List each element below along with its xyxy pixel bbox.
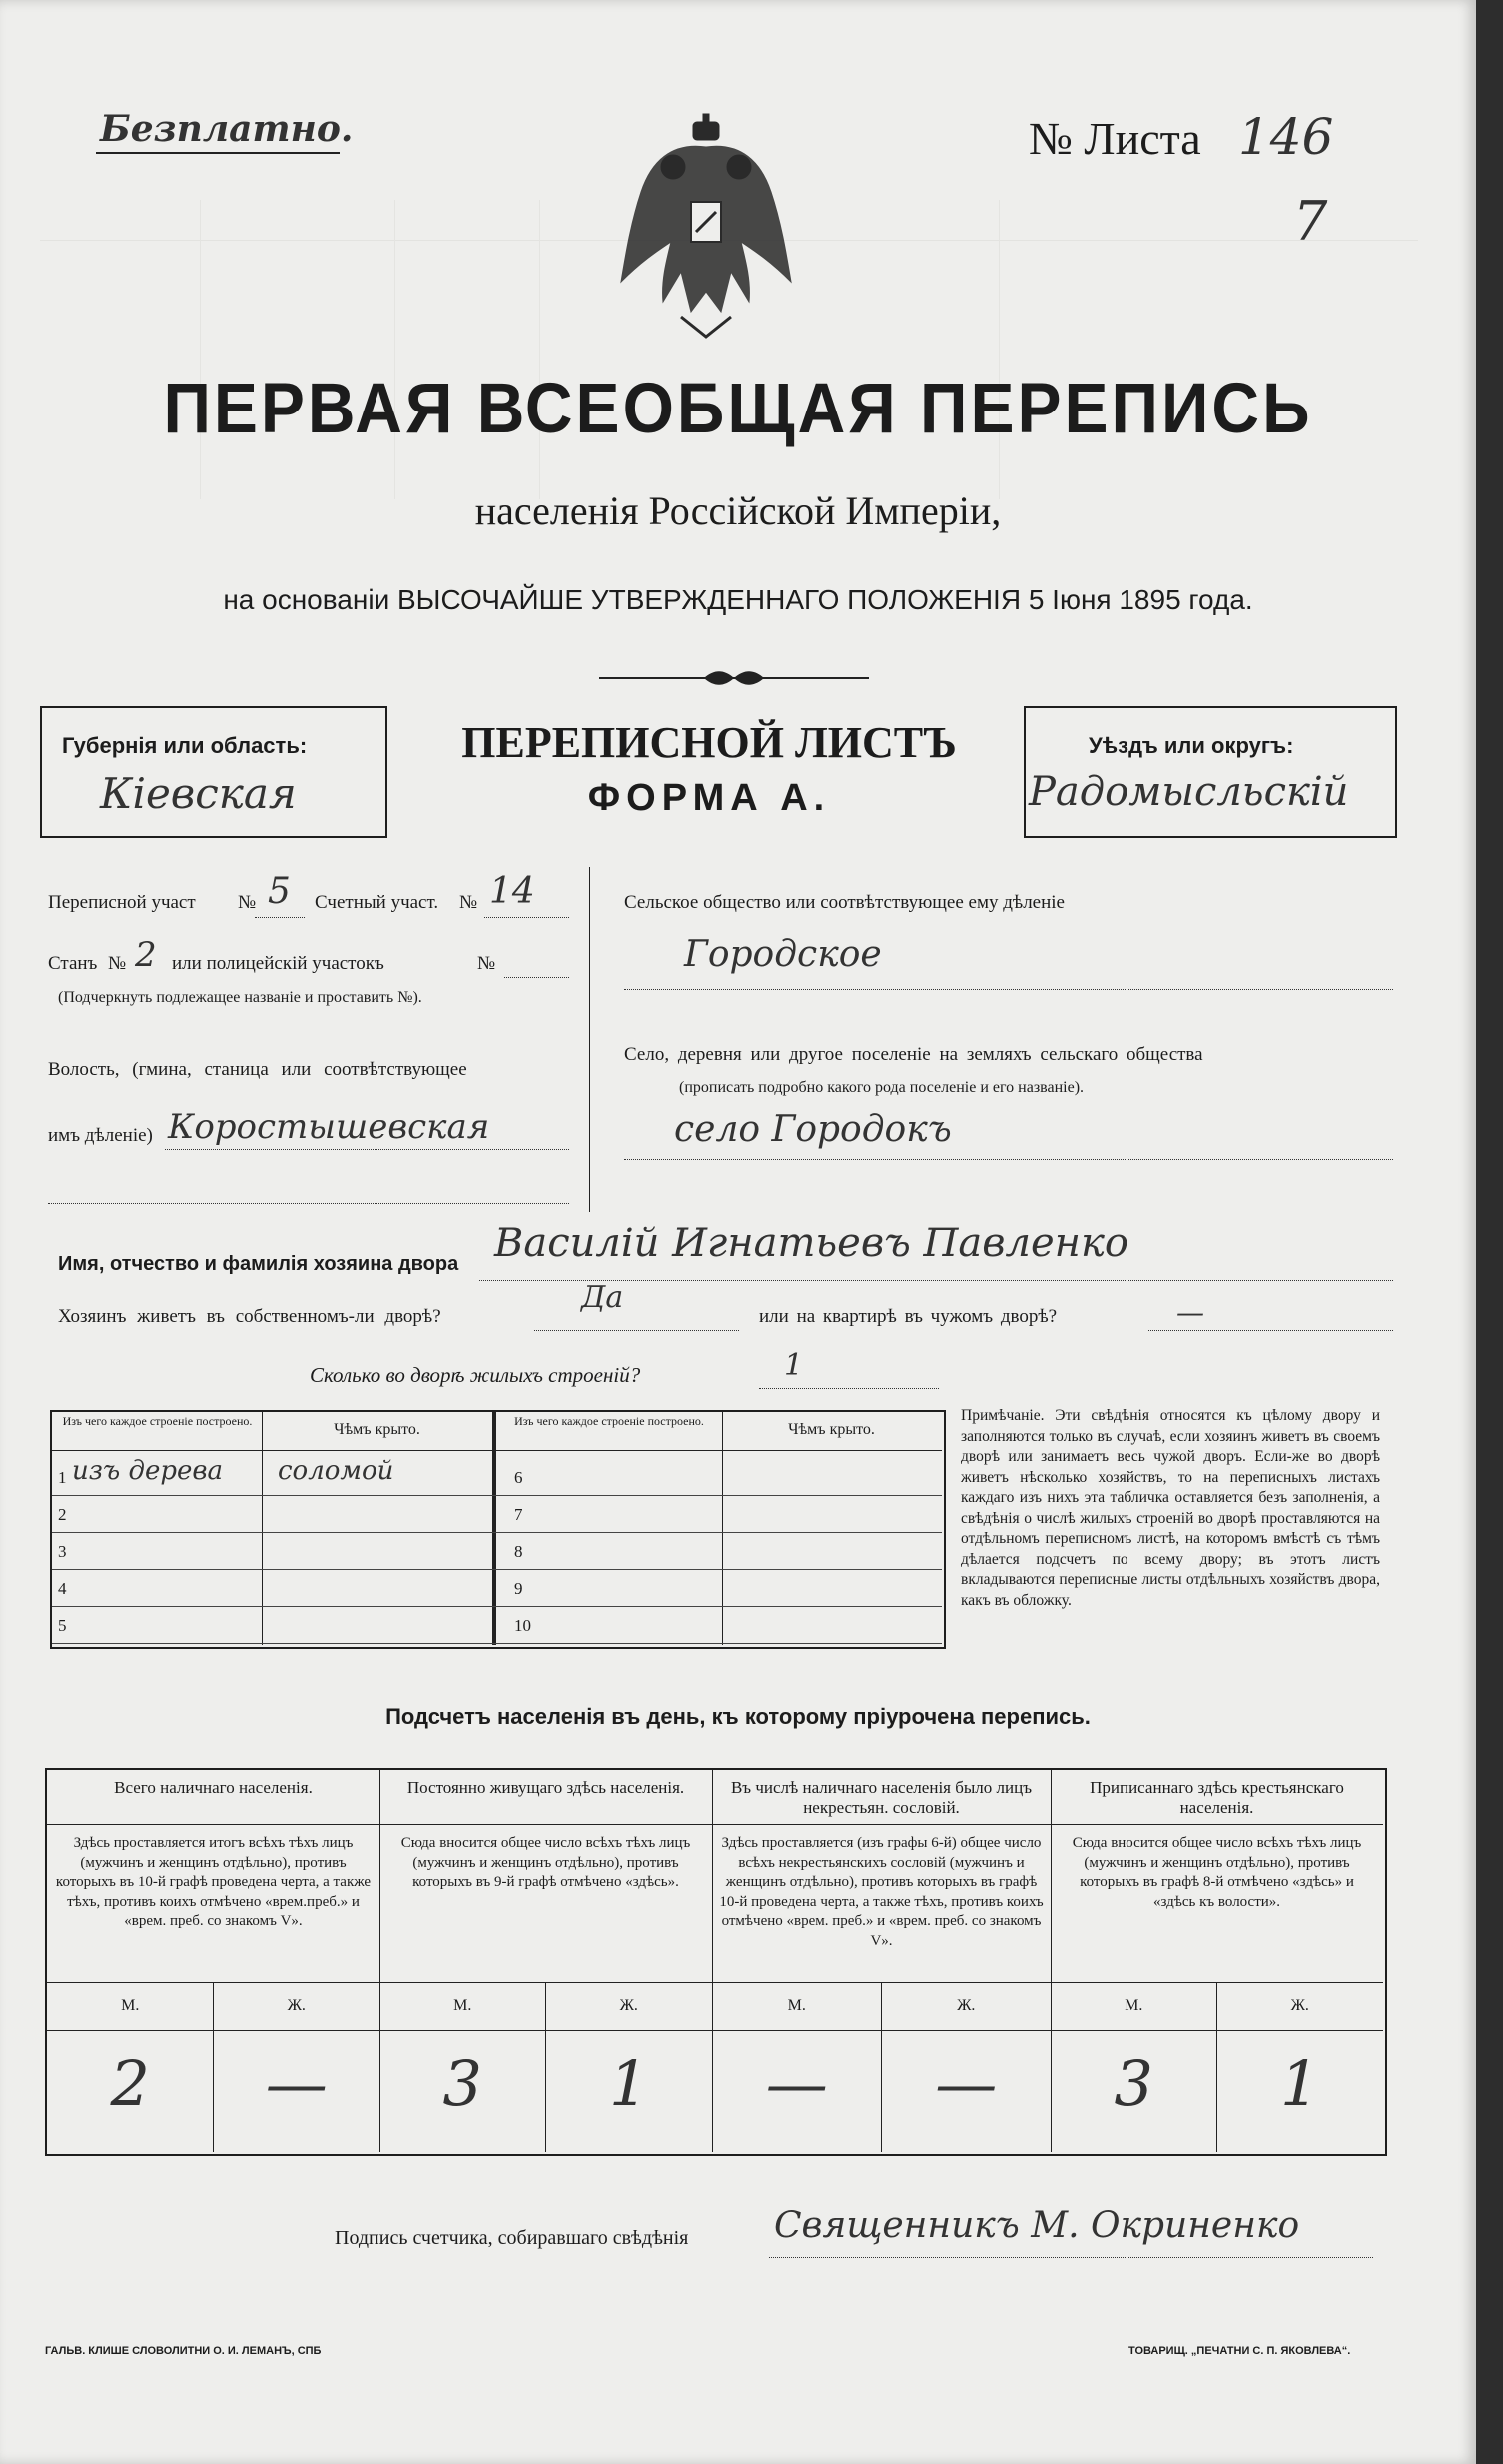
buildings-header-line <box>52 1450 942 1451</box>
village-note: (прописать подробно какого рода поселеніе и его названіе). <box>679 1079 1085 1096</box>
gubernia-value: Кіевская <box>100 769 297 818</box>
gubernia-label: Губернія или область: <box>62 733 308 758</box>
buildings-row-line <box>52 1495 942 1496</box>
buildings-table <box>50 1410 946 1649</box>
police-label: или полицейскій участокъ <box>172 953 384 974</box>
census-basis: на основаніи ВЫСОЧАЙШЕ УТВЕРЖДЕННАГО ПОЛОЖЕНІЯ 5 Іюня 1895 года. <box>223 584 1253 615</box>
pop-col-header: Постоянно живущаго здѣсь населенія. <box>406 1778 685 1797</box>
free-underline <box>96 152 340 154</box>
volost-label: Волость, (гмина, станица или соотвѣтствующее <box>48 1059 467 1080</box>
society-label: Сельское общество или соотвѣтствующее ему дѣленіе <box>624 892 1065 913</box>
free-label: Безплатно. <box>100 108 354 150</box>
uchast-no-label: № <box>238 892 257 913</box>
sheet-number-handwritten: 7 <box>1293 190 1328 253</box>
location-divider <box>589 867 590 1212</box>
census-subtitle: населенія Россійской Имперіи, <box>474 488 1002 533</box>
pop-m-label: М. <box>1125 1997 1143 2014</box>
buildings-row-line <box>52 1532 942 1533</box>
ornament-divider-icon <box>599 669 869 692</box>
village-label: Село, деревня или другое поселеніе на земляхъ сельскаго общества <box>624 1044 1203 1065</box>
buildings-row-no: 4 <box>58 1579 67 1598</box>
buildings-row-no: 5 <box>58 1616 67 1635</box>
owner-own-value: Да <box>581 1280 624 1315</box>
buildings-col-roof-left: Чѣмъ крыто. <box>334 1421 420 1438</box>
population-title: Подсчетъ населенія въ день, къ которому пріурочена перепись. <box>385 1704 1091 1729</box>
owner-own-label: Хозяинъ живетъ въ собственномъ-ли дворѣ? <box>58 1306 441 1327</box>
buildings-row-no: 7 <box>514 1505 523 1524</box>
pop-m-label: М. <box>121 1997 140 2014</box>
pop-col-desc: Здѣсь проставляется итогъ всѣхъ тѣхъ лицъ (мужчинъ и женщинъ отдѣльно), противъ которыхъ въ 10-й графѣ проведена черта, а также тѣхъ, противъ коихъ отмѣчено «врем.преб.» и «врем. преб. со знакомъ V». <box>55 1835 372 1929</box>
form-type: ФОРМА А. <box>587 777 831 819</box>
pop-f-value: — <box>935 2048 998 2120</box>
stan-label: Станъ <box>48 953 98 974</box>
buildings-col-material-right: Изъ чего каждое строеніе построено. <box>514 1414 704 1428</box>
schetny-dots <box>484 917 569 918</box>
buildings-mid-2 <box>492 1412 496 1645</box>
footer-right: ТОВАРИЩ. „ПЕЧАТНИ С. П. ЯКОВЛЕВА“. <box>1128 2345 1351 2357</box>
pop-f-label: Ж. <box>619 1997 638 2014</box>
owner-rent-dots <box>1148 1330 1393 1331</box>
buildings-col-material-left: Изъ чего каждое строеніе построено. <box>62 1414 253 1428</box>
owner-rent-value: — <box>1176 1296 1204 1329</box>
underline-note: (Подчеркнуть подлежащее названіе и проставить №). <box>58 989 422 1006</box>
village-value: село Городокъ <box>674 1109 952 1150</box>
buildings-row-no: 2 <box>58 1505 67 1524</box>
buildings-row-no: 3 <box>58 1542 67 1561</box>
buildings-row-no: 10 <box>514 1616 531 1635</box>
signature-dots <box>769 2257 1373 2258</box>
buildings-note <box>961 1406 1380 1611</box>
buildings-row-line <box>52 1569 942 1570</box>
uezd-label: Уѣздъ или округъ: <box>1089 733 1294 758</box>
buildings-col-roof-right: Чѣмъ крыто. <box>788 1421 875 1438</box>
schetny-value: 14 <box>489 871 535 912</box>
buildings-row-line <box>52 1643 942 1644</box>
signature-label: Подпись счетчика, собиравшаго свѣдѣнія <box>335 2227 689 2249</box>
scan-edge <box>1476 0 1503 2464</box>
pop-line-header <box>47 1824 1383 1825</box>
pop-m-label: М. <box>453 1997 472 2014</box>
uchast-label: Переписной участ <box>48 892 196 913</box>
form-name: ПЕРЕПИСНОЙ ЛИСТЪ <box>461 718 957 767</box>
pop-col-desc: Здѣсь проставляется (изъ графы 6-й) общее число всѣхъ некрестьянскихъ сословій (мужчинъ и женщинъ отдѣльно), противъ которыхъ въ графѣ 10-й проведена черта, а также тѣхъ, противъ коихъ отмѣчено «врем. преб.» и «врем. преб. со знакомъ V». <box>719 1835 1044 1949</box>
buildings-row-no: 9 <box>514 1579 523 1598</box>
pop-line-mf <box>47 2030 1383 2031</box>
sheet-number-value: 146 <box>1238 108 1334 166</box>
pop-col-header: Въ числѣ наличнаго населенія было лицъ некрестьян. сословій. <box>730 1778 1033 1817</box>
owner-name-label: Имя, отчество и фамилія хозяина двора <box>58 1253 459 1275</box>
uezd-value: Радомысльскій <box>1029 769 1349 815</box>
buildings-mid-1 <box>262 1412 263 1645</box>
buildings-note-text: Примѣчаніе. Эти свѣдѣнія относятся къ цѣлому двору и заполняются только въ случаѣ, если хозяинъ живетъ въ своемъ дворѣ или занимаетъ весь чужой дворъ. Если-же во дворѣ живетъ нѣсколько хозяйствъ, то на переписныхъ листахъ каждаго изъ нихъ эта табличка оставляется безъ заполненія, а свѣдѣнія о числѣ жилыхъ строеній во дворѣ проставляются на отдѣльномъ переписномъ листѣ, на которомъ вмѣстѣ съ тѣмъ дѣлается подсчетъ по всему двору; въ этотъ листъ вкладываются переписные листы отдѣльныхъ хозяйствъ двора, какъ въ обложку. <box>961 1407 1380 1609</box>
schetny-no-label: № <box>459 892 478 913</box>
imperial-eagle-icon <box>611 112 801 342</box>
buildings-dots <box>759 1388 939 1389</box>
buildings-row-material: изъ дерева <box>72 1456 224 1486</box>
police-no-label: № <box>477 953 496 974</box>
stan-no-label: № <box>108 953 127 974</box>
pop-m-label: М. <box>787 1997 806 2014</box>
sheet-number-label: № Листа <box>1029 113 1201 164</box>
owner-rent-label: или на квартирѣ въ чужомъ дворѣ? <box>759 1306 1058 1327</box>
pop-f-label: Ж. <box>1290 1997 1309 2014</box>
pop-m-value: 3 <box>442 2048 482 2120</box>
pop-m-value: 3 <box>1114 2048 1153 2120</box>
uchast-value: 5 <box>268 871 291 912</box>
pop-col-header: Всего наличнаго населенія. <box>114 1778 313 1797</box>
uchast-dots <box>255 917 305 918</box>
owner-name-value: Василій Игнатьевъ Павленко <box>494 1221 1128 1266</box>
pop-col-header: Приписаннаго здѣсь крестьянскаго населенія. <box>1090 1778 1344 1817</box>
volost-label-2: имъ дѣленіе) <box>48 1125 153 1146</box>
buildings-mid-3 <box>722 1412 723 1645</box>
volost-dots-1 <box>165 1149 569 1150</box>
pop-f-value: — <box>265 2048 328 2120</box>
pop-col-desc: Сюда вносится общее число всѣхъ тѣхъ лицъ (мужчинъ и женщинъ отдѣльно), противъ которыхъ въ 9-й графѣ отмѣчено «здѣсь». <box>400 1835 691 1890</box>
stan-value: 2 <box>135 935 157 975</box>
buildings-value: 1 <box>784 1348 804 1383</box>
buildings-label: Сколько во дворѣ жилыхъ строеній? <box>310 1363 641 1387</box>
society-value: Городское <box>684 934 882 975</box>
pop-f-value: 1 <box>1280 2048 1320 2120</box>
owner-own-dots <box>534 1330 739 1331</box>
signature-value: Священникъ М. Окриненко <box>774 2205 1300 2246</box>
buildings-row-line <box>52 1606 942 1607</box>
buildings-row-no: 8 <box>514 1542 523 1561</box>
pop-line-desc <box>47 1982 1383 1983</box>
schetny-label: Счетный участ. <box>315 892 439 913</box>
pop-m-value: 2 <box>110 2048 150 2120</box>
village-dots <box>624 1159 1393 1160</box>
buildings-row-no: 1 <box>58 1468 67 1487</box>
pop-f-label: Ж. <box>287 1997 306 2014</box>
census-title: ПЕРВАЯ ВСЕОБЩАЯ ПЕРЕПИСЬ <box>163 368 1313 447</box>
buildings-row-roof: соломой <box>278 1456 394 1486</box>
volost-dots-2 <box>48 1203 569 1204</box>
society-dots <box>624 989 1393 990</box>
police-dots <box>504 977 569 978</box>
pop-f-value: 1 <box>609 2048 649 2120</box>
volost-value: Коростышевская <box>168 1107 490 1147</box>
pop-m-value: — <box>765 2048 828 2120</box>
pop-f-label: Ж. <box>957 1997 976 2014</box>
buildings-row-no: 6 <box>514 1468 523 1487</box>
pop-col-desc: Сюда вносится общее число всѣхъ тѣхъ лицъ (мужчинъ и женщинъ отдѣльно), противъ которыхъ въ графѣ 8-й отмѣчено «здѣсь» и «здѣсь къ волости». <box>1072 1835 1362 1910</box>
footer-left: ГАЛЬВ. КЛИШЕ СЛОВОЛИТНИ О. И. ЛЕМАНЪ, СПБ <box>45 2345 322 2357</box>
